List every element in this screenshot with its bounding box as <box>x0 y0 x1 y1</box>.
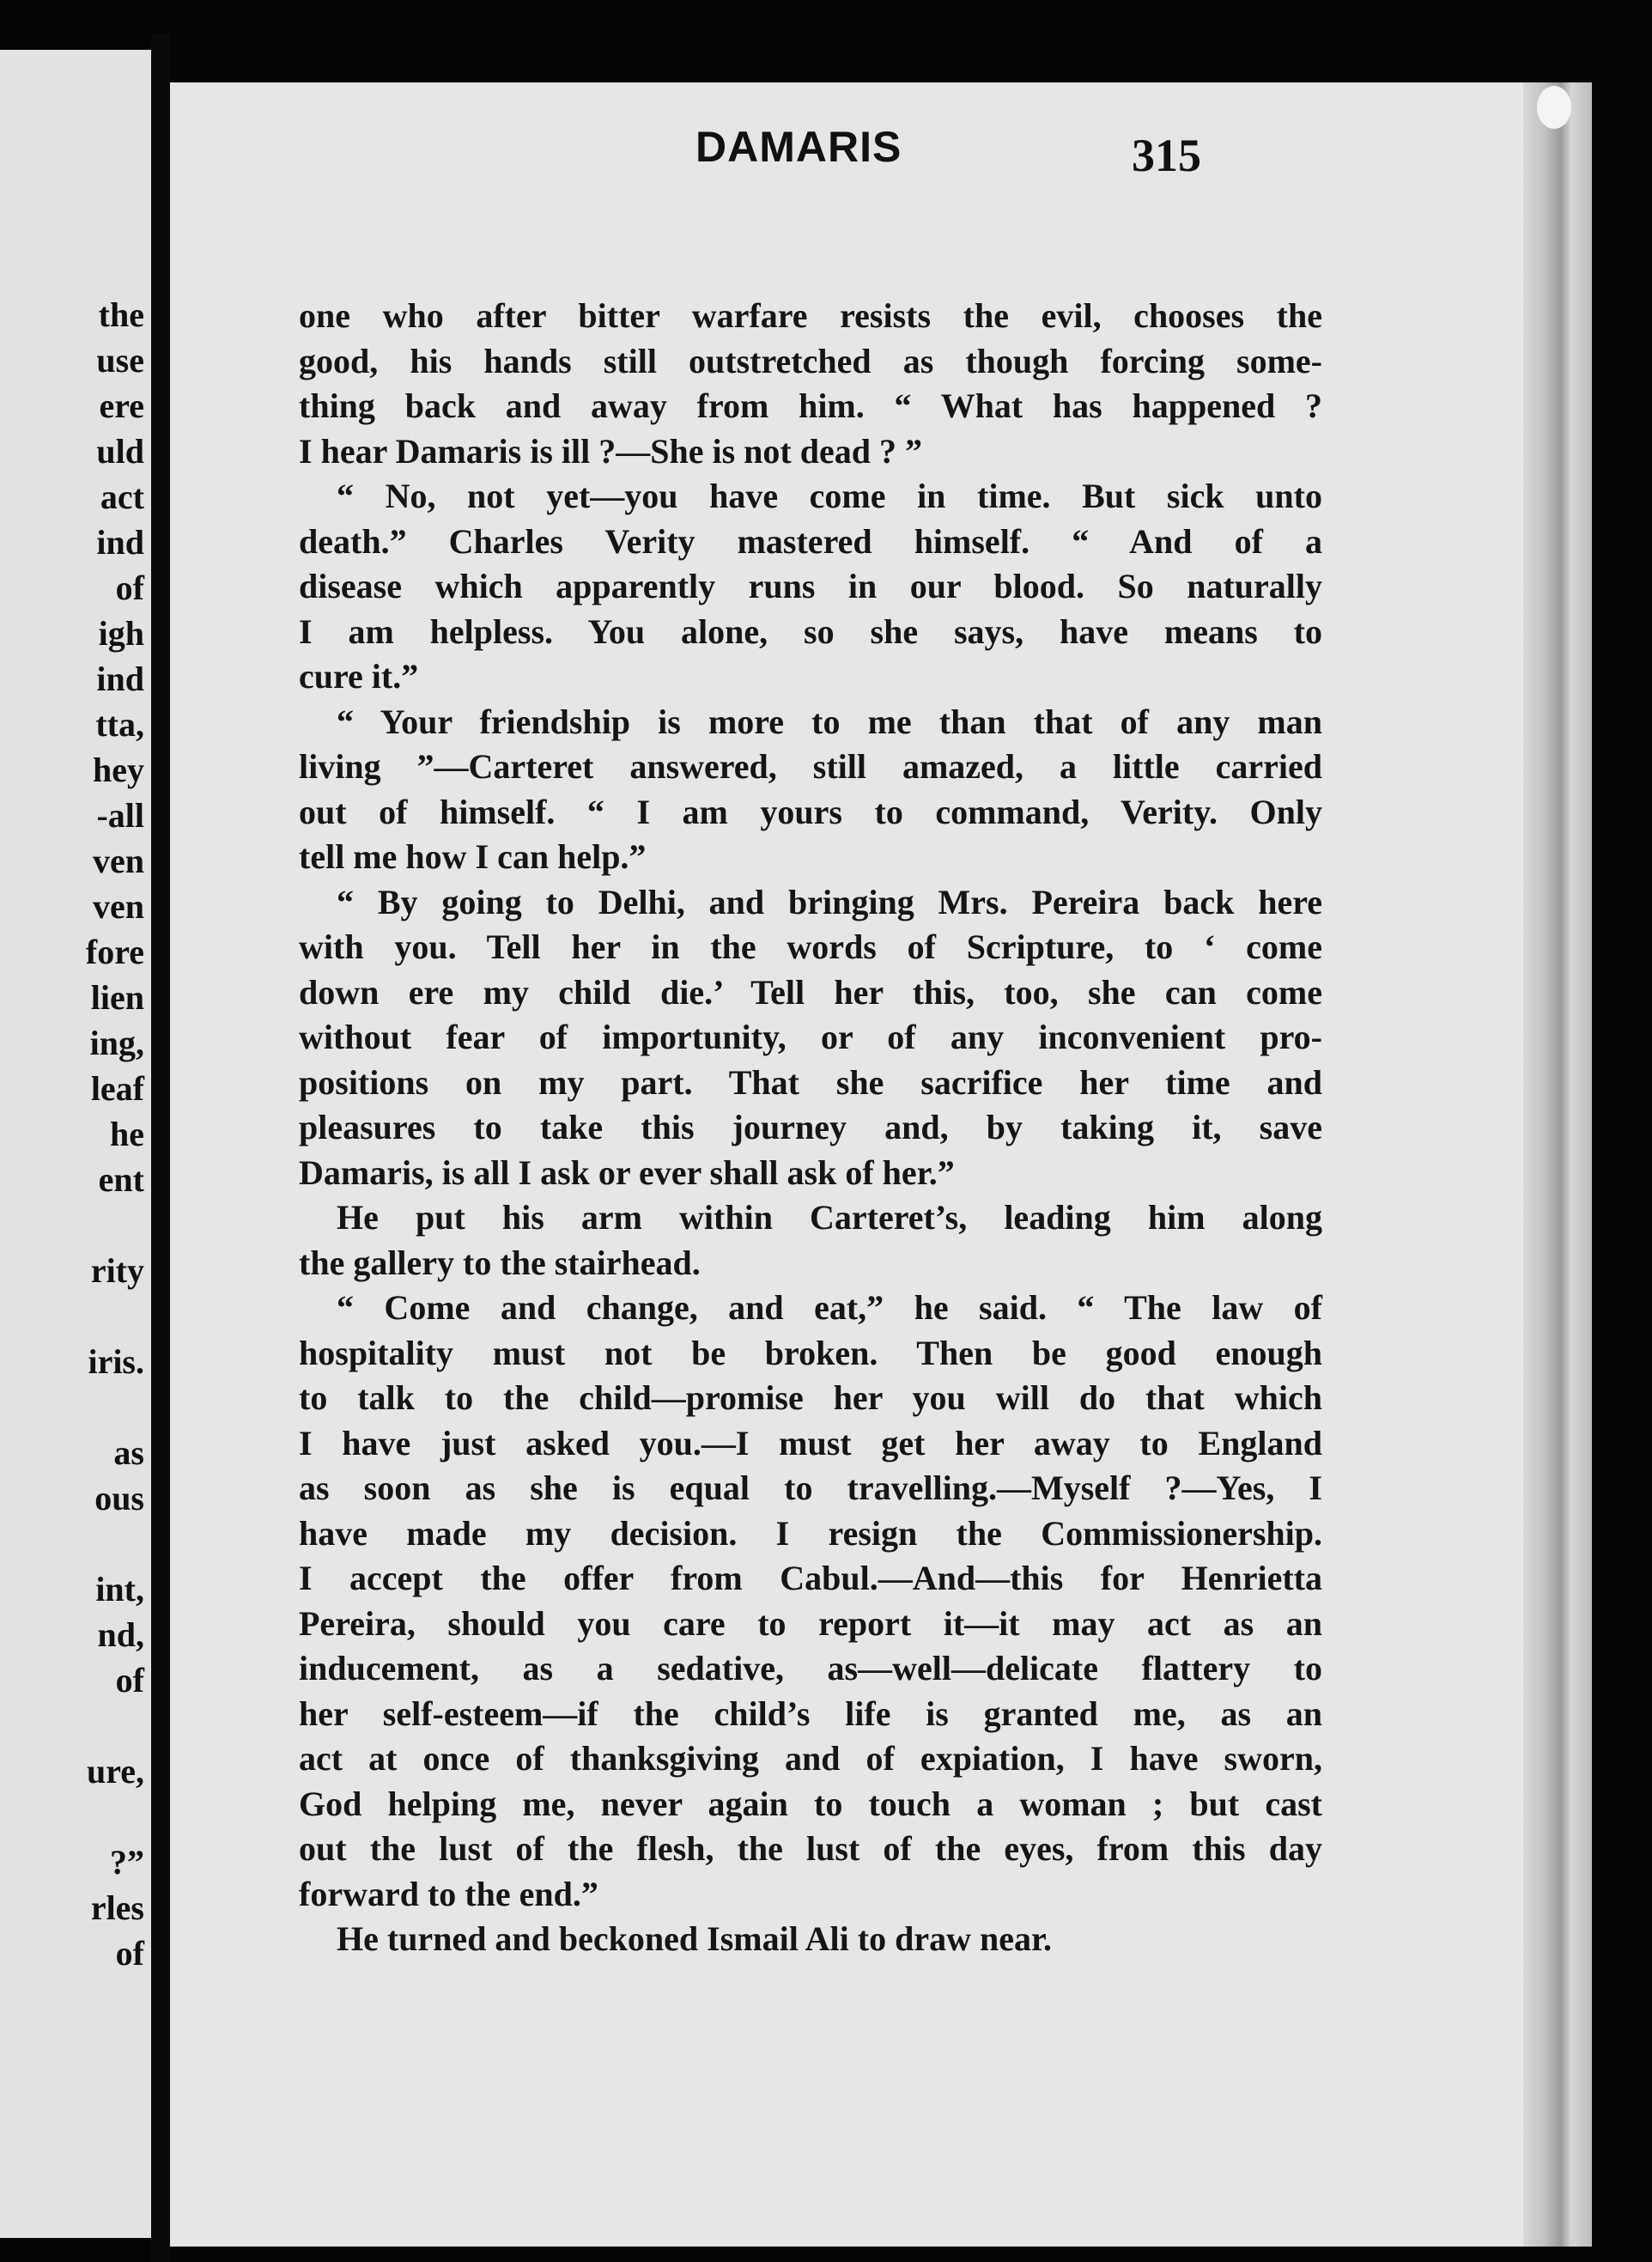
left-line-fragment <box>7 1794 144 1839</box>
left-page-line-fragments <box>7 292 144 1976</box>
text-line: I accept the offer from Cabul.—And—this for Henrietta <box>299 1559 1322 1597</box>
corner-mark <box>1537 86 1571 129</box>
left-line-fragment: of <box>115 1661 144 1700</box>
left-line-fragment: ure, <box>86 1752 144 1791</box>
text-line: cure it.” <box>299 657 419 696</box>
left-line-fragment: nd, <box>97 1615 144 1654</box>
left-line-fragment: fore <box>85 933 144 971</box>
text-line: disease which apparently runs in our blood. So naturally <box>299 567 1322 605</box>
left-facing-page <box>0 50 151 2238</box>
text-line: “ Your friendship is more to me than that of any man <box>337 702 1322 741</box>
left-line-fragment: hey <box>93 751 144 789</box>
left-line-fragment: act <box>100 477 144 516</box>
text-line: “ By going to Delhi, and bringing Mrs. Pereira back here <box>337 882 1322 921</box>
page-number: 315 <box>1132 130 1201 181</box>
left-line-fragment: -all <box>96 796 144 835</box>
text-line: positions on my part. That she sacrifice her time and <box>299 1062 1322 1102</box>
page-edge <box>1523 82 1592 2247</box>
text-line: one who after bitter warfare resists the evil, chooses the <box>299 296 1322 335</box>
text-line: as soon as she is equal to travelling.—Myself ?—Yes, I <box>299 1468 1322 1507</box>
left-line-fragment: of <box>115 569 144 607</box>
left-line-fragment <box>7 1384 144 1430</box>
text-line: act at once of thanksgiving and of expiation, I have sworn, <box>299 1739 1322 1778</box>
left-line-fragment: he <box>110 1115 144 1153</box>
text-line: Damaris, is all I ask or ever shall ask of her.” <box>299 1152 955 1192</box>
text-line: out of himself. “ I am yours to command, Verity. Only <box>299 792 1322 831</box>
left-line-fragment <box>7 1521 144 1566</box>
text-line: He turned and beckoned Ismail Ali to draw near. <box>337 1919 1053 1958</box>
text-line: without fear of importunity, or of any inconvenient pro- <box>299 1018 1322 1056</box>
text-line: the gallery to the stairhead. <box>299 1243 701 1282</box>
text-line: inducement, as a sedative, as—well—delicate flattery to <box>299 1649 1322 1687</box>
left-line-fragment: igh <box>98 614 144 653</box>
left-line-fragment: of <box>115 1934 144 1973</box>
left-line-fragment: ind <box>96 523 144 562</box>
text-line: pleasures to take this journey and, by taking it, save <box>299 1108 1322 1146</box>
text-line: have made my decision. I resign the Commissionership. <box>299 1513 1322 1553</box>
left-line-fragment <box>7 1293 144 1339</box>
left-line-fragment: tta, <box>95 705 144 744</box>
running-title: DAMARIS <box>695 123 902 171</box>
text-line: I am helpless. You alone, so she says, have means to <box>299 611 1322 651</box>
left-line-fragment: iris. <box>88 1342 144 1381</box>
left-line-fragment: rity <box>90 1251 144 1290</box>
left-line-fragment: as <box>113 1433 144 1472</box>
text-line: death.” Charles Verity mastered himself. “ And of a <box>299 521 1322 561</box>
text-line: to talk to the child—promise her you will do that which <box>299 1378 1322 1417</box>
text-line: forward to the end.” <box>299 1874 598 1913</box>
left-line-fragment: ous <box>94 1479 144 1517</box>
text-line: living ”—Carteret answered, still amazed, a little carried <box>299 747 1322 786</box>
running-head <box>515 122 1374 191</box>
text-line: good, his hands still outstretched as though forcing some- <box>299 341 1322 380</box>
text-line: Pereira, should you care to report it—it may act as an <box>299 1603 1322 1643</box>
left-line-fragment: uld <box>96 432 144 471</box>
text-line: He put his arm within Carteret’s, leading him along <box>337 1198 1322 1237</box>
left-line-fragment: ing, <box>89 1024 144 1062</box>
left-line-fragment: lien <box>90 978 144 1017</box>
text-line: I have just asked you.—I must get her away to England <box>299 1423 1322 1462</box>
left-line-fragment: ?” <box>110 1843 144 1882</box>
text-line: thing back and away from him. “ What has happened ? <box>299 386 1322 425</box>
left-line-fragment: ent <box>98 1160 144 1199</box>
text-line: with you. Tell her in the words of Scripture, to ‘ come <box>299 927 1322 966</box>
text-line: out the lust of the flesh, the lust of the eyes, from this day <box>299 1829 1322 1868</box>
gutter <box>151 34 170 2262</box>
left-line-fragment: the <box>98 295 144 334</box>
text-line: tell me how I can help.” <box>299 837 647 876</box>
text-line: “ No, not yet—you have come in time. But sick unto <box>337 477 1322 515</box>
left-line-fragment: ven <box>93 887 144 926</box>
left-line-fragment <box>7 1703 144 1748</box>
left-line-fragment: use <box>96 341 144 380</box>
text-line: hospitality must not be broken. Then be good enough <box>299 1333 1322 1372</box>
text-line: her self-esteem—if the child’s life is granted me, as an <box>299 1693 1322 1733</box>
text-line: down ere my child die.’ Tell her this, too, she can come <box>299 972 1322 1012</box>
text-line: “ Come and change, and eat,” he said. “ The law of <box>337 1288 1322 1327</box>
left-line-fragment: leaf <box>90 1069 144 1108</box>
left-line-fragment: rles <box>90 1888 144 1927</box>
text-line: God helping me, never again to touch a woman ; but cast <box>299 1784 1322 1823</box>
text-line: I hear Damaris is ill ?—She is not dead ? ” <box>299 431 922 471</box>
left-line-fragment <box>7 1202 144 1248</box>
left-line-fragment: ven <box>93 842 144 880</box>
body-text <box>299 294 1322 1962</box>
left-line-fragment: ere <box>99 386 144 425</box>
left-line-fragment: int, <box>95 1570 144 1608</box>
left-line-fragment: ind <box>96 660 144 698</box>
